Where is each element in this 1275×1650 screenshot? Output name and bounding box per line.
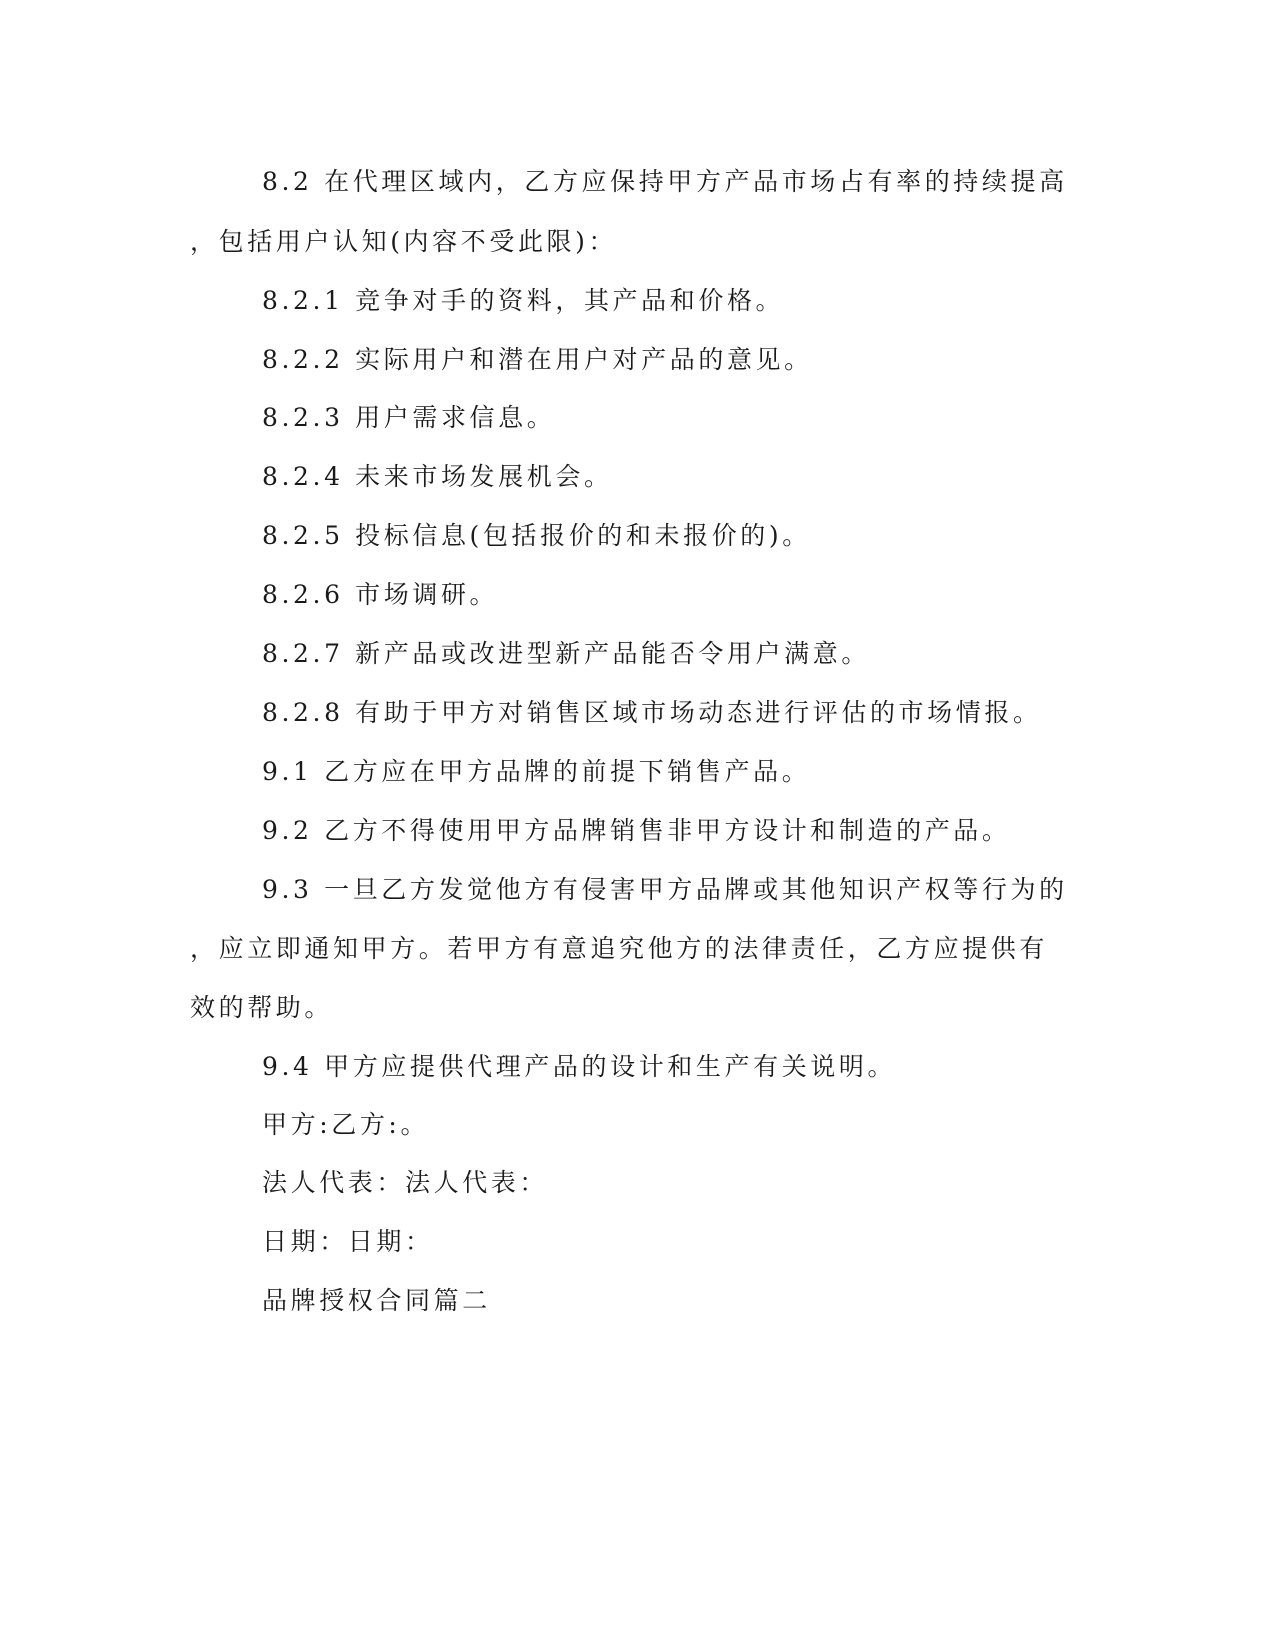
clause-9-3-line-2: ，应立即通知甲方。若甲方有意追究他方的法律责任，乙方应提供有 — [190, 934, 1049, 963]
clause-8-2-5: 8.2.5 投标信息(包括报价的和未报价的)。 — [262, 521, 811, 550]
clause-8-2-8: 8.2.8 有助于甲方对销售区域市场动态进行评估的市场情报。 — [262, 698, 1042, 727]
clause-8-2-6: 8.2.6 市场调研。 — [262, 580, 499, 609]
clause-9-3-line-1: 9.3 一旦乙方发觉他方有侵害甲方品牌或其他知识产权等行为的 — [262, 875, 1068, 904]
clause-8-2-line-1: 8.2 在代理区域内，乙方应保持甲方产品市场占有率的持续提高 — [262, 167, 1068, 196]
clause-8-2-2: 8.2.2 实际用户和潜在用户对产品的意见。 — [262, 345, 813, 374]
clause-9-2: 9.2 乙方不得使用甲方品牌销售非甲方设计和制造的产品。 — [262, 816, 1011, 845]
clause-8-2-4: 8.2.4 未来市场发展机会。 — [262, 462, 613, 491]
clause-8-2-1: 8.2.1 竞争对手的资料，其产品和价格。 — [262, 286, 785, 315]
clause-8-2-line-2: ，包括用户认知(内容不受此限)： — [190, 227, 618, 256]
clause-8-2-3: 8.2.3 用户需求信息。 — [262, 403, 556, 432]
clause-8-2-7: 8.2.7 新产品或改进型新产品能否令用户满意。 — [262, 639, 870, 668]
signature-legal-reps: 法人代表：法人代表： — [262, 1168, 549, 1197]
next-section-heading: 品牌授权合同篇二 — [262, 1286, 491, 1315]
signature-parties: 甲方:乙方:。 — [262, 1110, 430, 1139]
clause-9-4: 9.4 甲方应提供代理产品的设计和生产有关说明。 — [262, 1052, 897, 1081]
clause-9-1: 9.1 乙方应在甲方品牌的前提下销售产品。 — [262, 757, 811, 786]
signature-dates: 日期：日期： — [262, 1227, 434, 1256]
clause-9-3-line-3: 效的帮助。 — [190, 993, 334, 1022]
